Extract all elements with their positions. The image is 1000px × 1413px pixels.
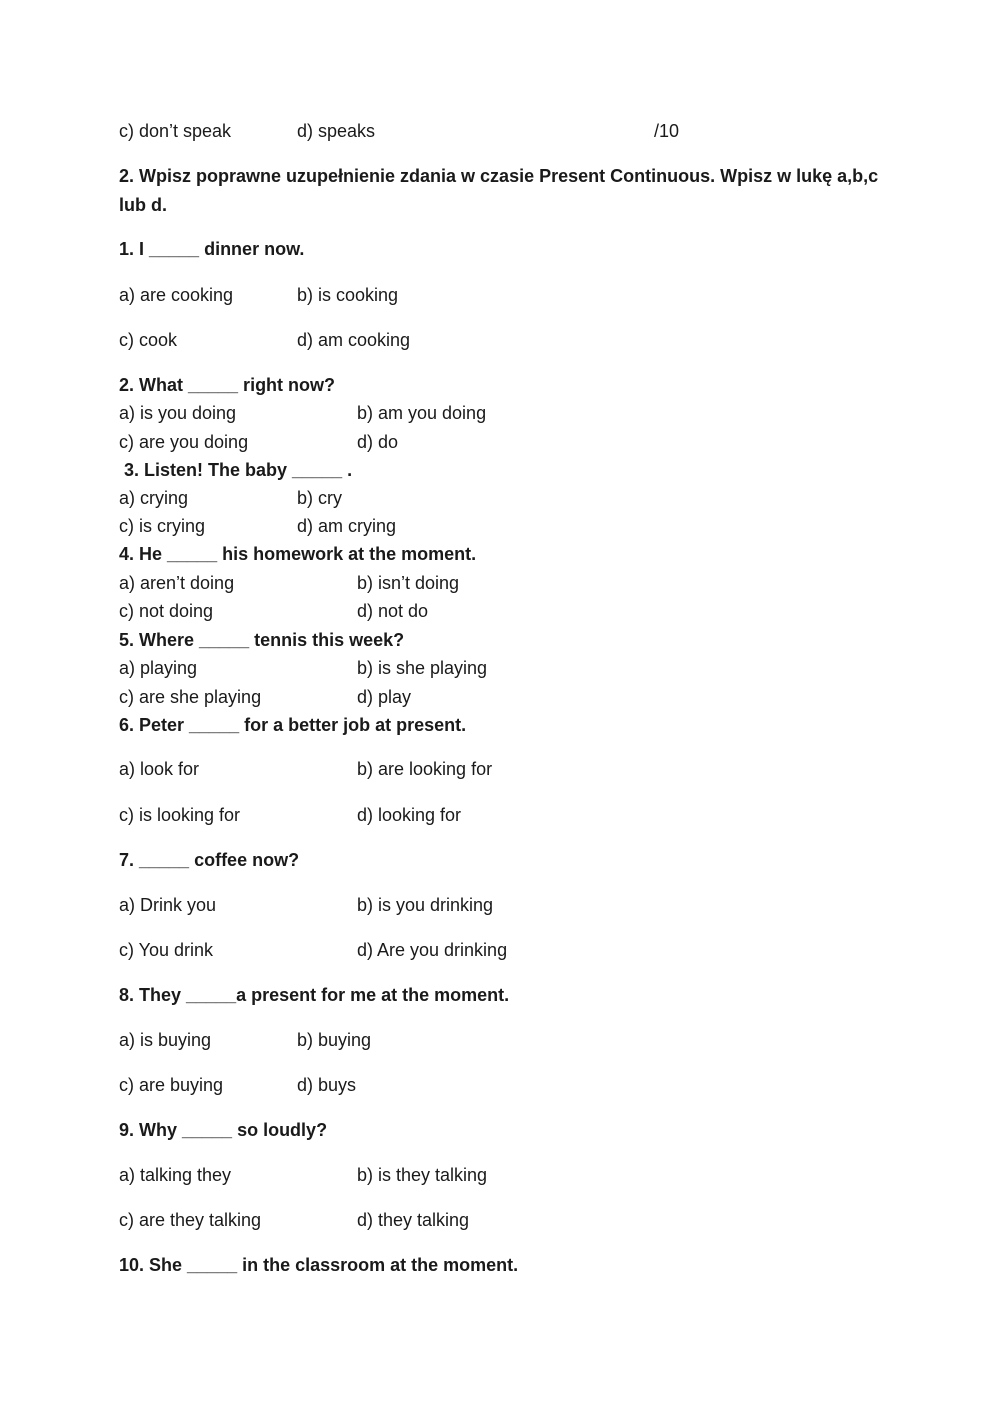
- q2-option-d: d) do: [357, 432, 399, 452]
- q7-option-d: d) Are you drinking: [357, 940, 508, 960]
- q2-option-a: a) is you doing: [119, 403, 237, 423]
- q1-option-b: b) is cooking: [297, 285, 399, 305]
- prev-option-d: d) speaks: [297, 121, 376, 141]
- question-3: 3. Listen! The baby _____ .: [124, 460, 353, 480]
- q8-option-a: a) is buying: [119, 1030, 212, 1050]
- q4-option-c: c) not doing: [119, 601, 214, 621]
- q9-option-a: a) talking they: [119, 1165, 232, 1185]
- q3-option-b: b) cry: [297, 488, 342, 508]
- score-label: /10: [654, 121, 680, 141]
- q1-option-a: a) are cooking: [119, 285, 234, 305]
- q9-option-b: b) is they talking: [357, 1165, 488, 1185]
- question-4: 4. He _____ his homework at the moment.: [119, 544, 477, 564]
- q7-option-c: c) You drink: [119, 940, 214, 960]
- question-5: 5. Where _____ tennis this week?: [119, 630, 405, 650]
- q3-option-d: d) am crying: [297, 516, 397, 536]
- q5-option-d: d) play: [357, 687, 412, 707]
- q4-option-a: a) aren’t doing: [119, 573, 235, 593]
- prev-option-c: c) don’t speak: [119, 121, 232, 141]
- q7-option-b: b) is you drinking: [357, 895, 494, 915]
- q5-option-a: a) playing: [119, 658, 198, 678]
- question-8: 8. They _____a present for me at the moment.: [119, 985, 510, 1005]
- q7-option-a: a) Drink you: [119, 895, 217, 915]
- question-10: 10. She _____ in the classroom at the moment.: [119, 1255, 519, 1275]
- q9-option-d: d) they talking: [357, 1210, 470, 1230]
- q6-option-a: a) look for: [119, 759, 200, 779]
- question-6: 6. Peter _____ for a better job at present.: [119, 715, 467, 735]
- question-9: 9. Why _____ so loudly?: [119, 1120, 328, 1140]
- q1-option-c: c) cook: [119, 330, 178, 350]
- question-1: 1. I _____ dinner now.: [119, 239, 305, 259]
- q4-option-d: d) not do: [357, 601, 429, 621]
- instruction-line-2: lub d.: [119, 195, 167, 215]
- q6-option-c: c) is looking for: [119, 805, 241, 825]
- q2-option-c: c) are you doing: [119, 432, 249, 452]
- q5-option-c: c) are she playing: [119, 687, 262, 707]
- q9-option-c: c) are they talking: [119, 1210, 262, 1230]
- q8-option-b: b) buying: [297, 1030, 372, 1050]
- q4-option-b: b) isn’t doing: [357, 573, 460, 593]
- question-2: 2. What _____ right now?: [119, 375, 336, 395]
- q8-option-d: d) buys: [297, 1075, 357, 1095]
- question-7: 7. _____ coffee now?: [119, 850, 300, 870]
- q2-option-b: b) am you doing: [357, 403, 487, 423]
- q6-option-d: d) looking for: [357, 805, 462, 825]
- q1-option-d: d) am cooking: [297, 330, 411, 350]
- q5-option-b: b) is she playing: [357, 658, 488, 678]
- q3-option-c: c) is crying: [119, 516, 206, 536]
- instruction-line-1: 2. Wpisz poprawne uzupełnienie zdania w czasie Present Continuous. Wpisz w lukę a,b,c: [119, 166, 879, 186]
- q3-option-a: a) crying: [119, 488, 189, 508]
- q8-option-c: c) are buying: [119, 1075, 224, 1095]
- q6-option-b: b) are looking for: [357, 759, 493, 779]
